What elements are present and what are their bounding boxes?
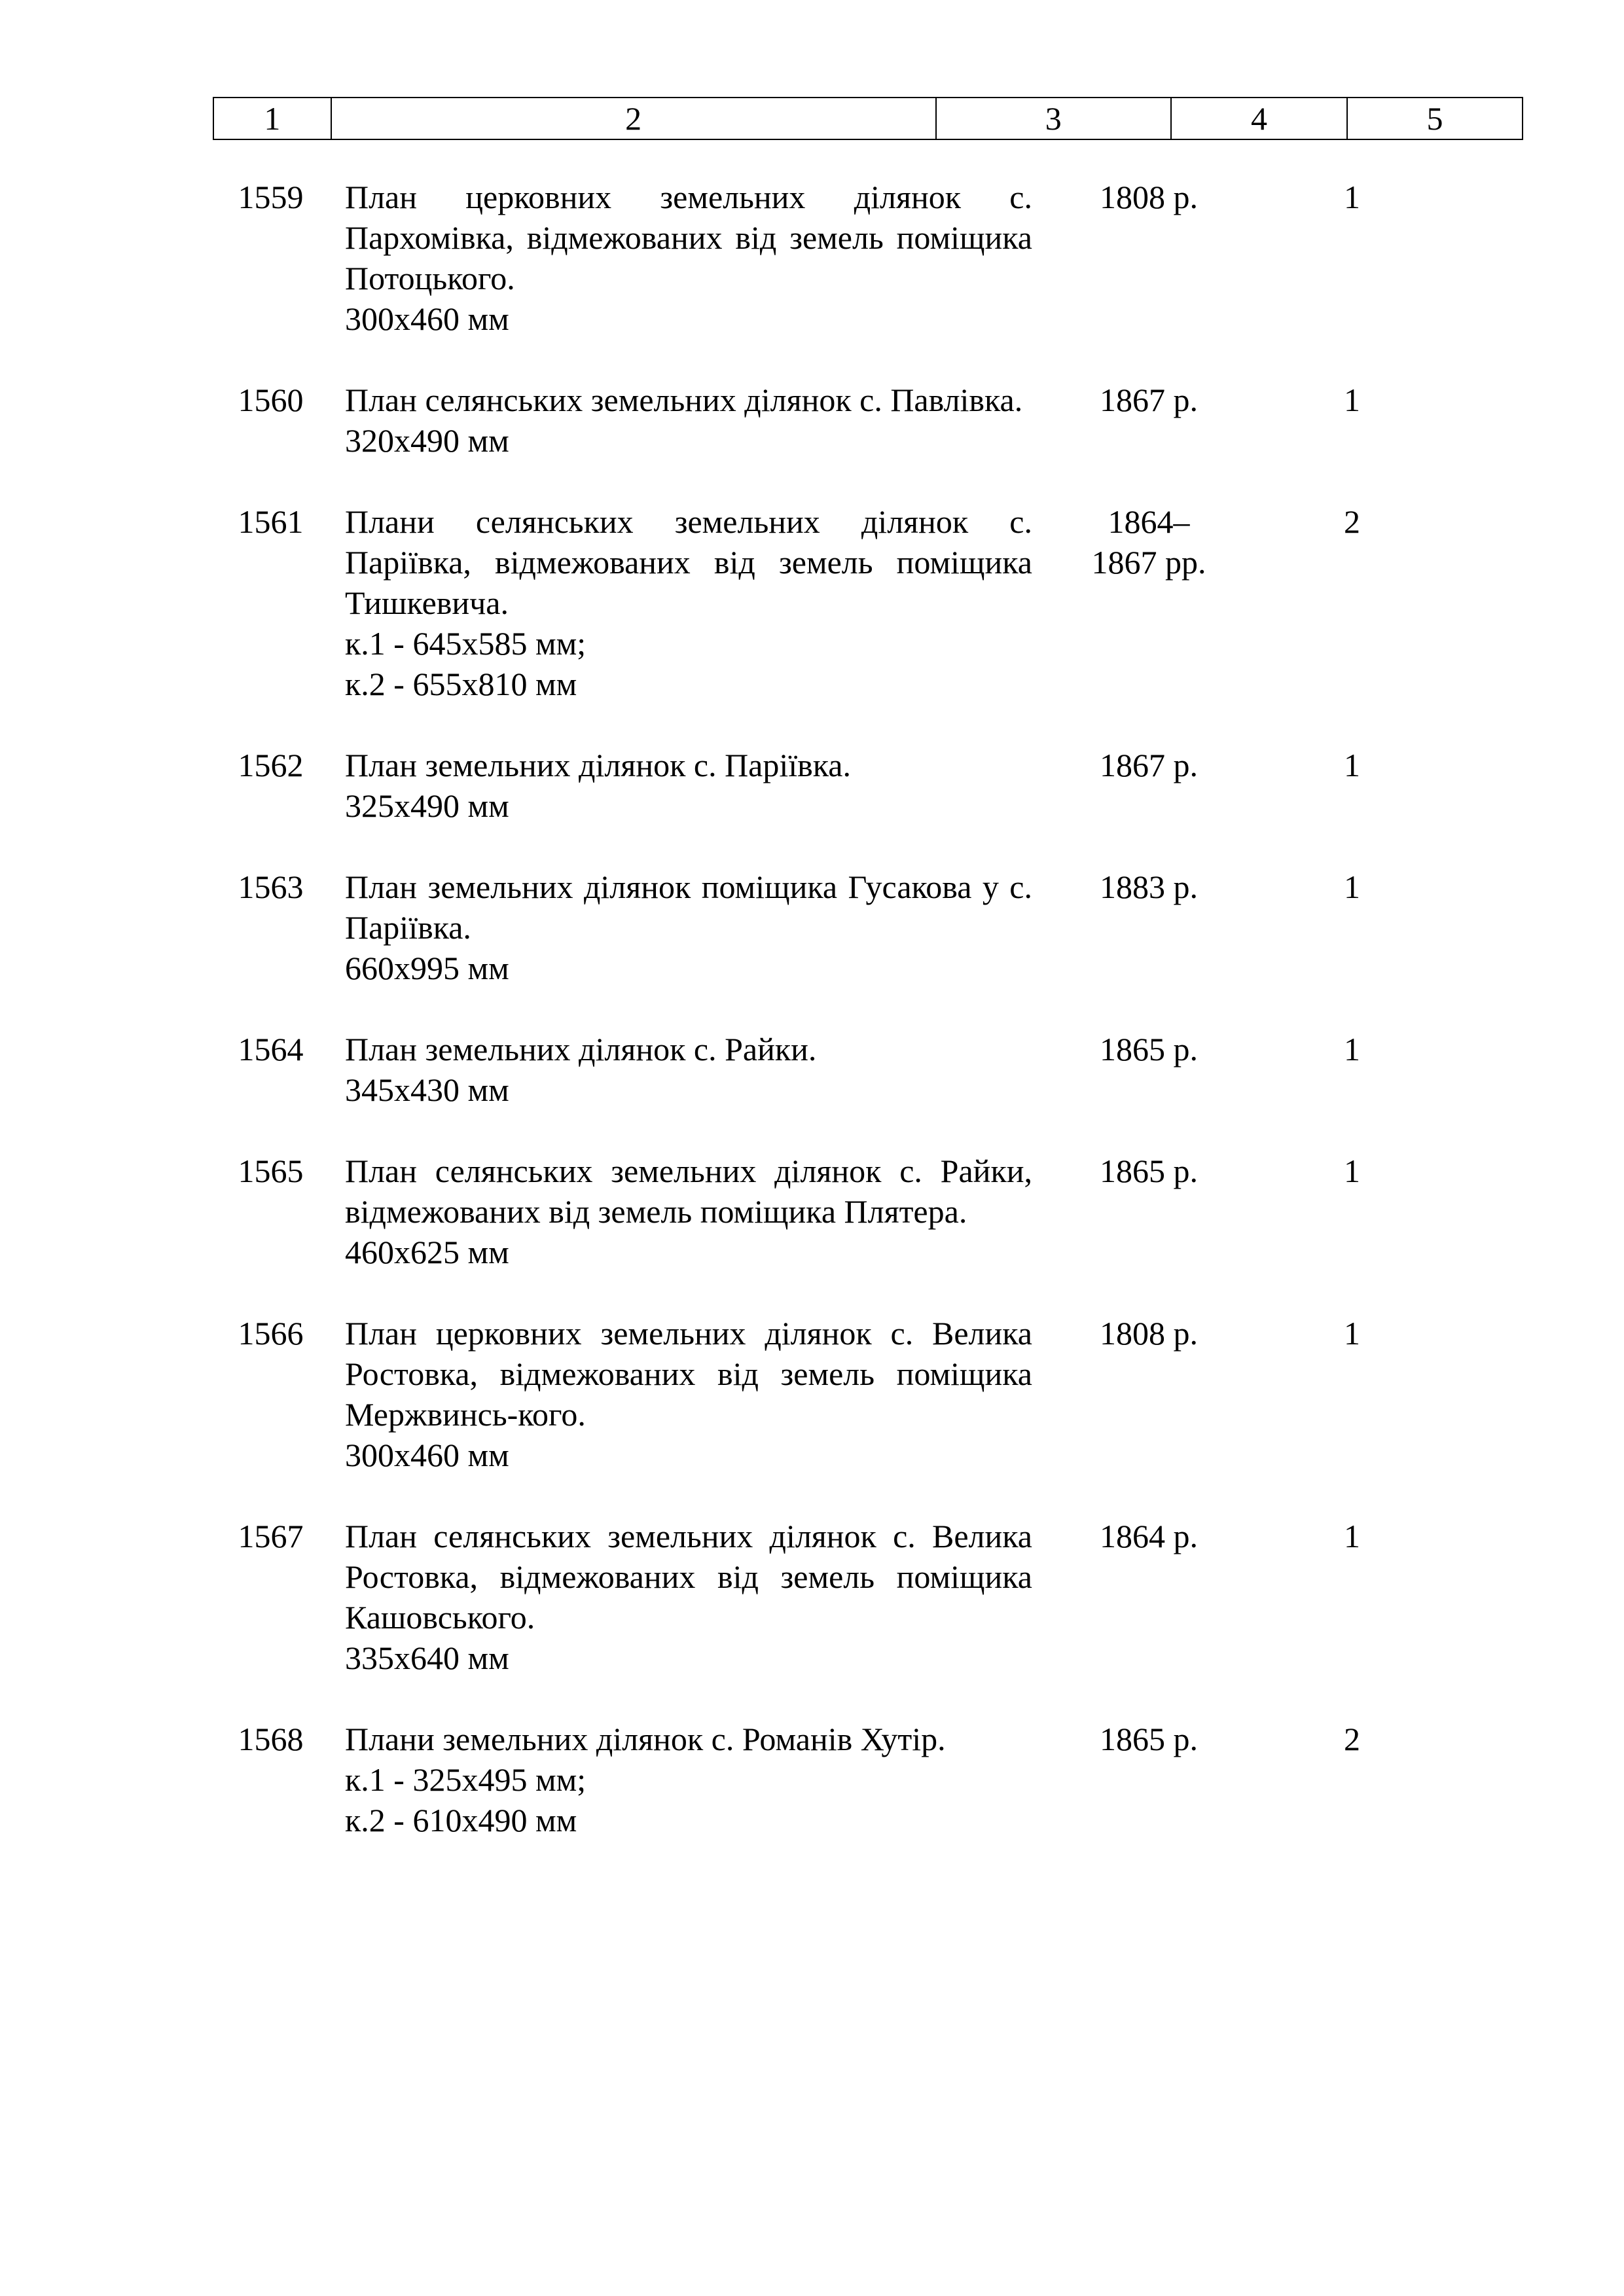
record-size: 325х490 мм (345, 787, 509, 824)
record-number: 1560 (238, 382, 304, 418)
record-description-cell (345, 745, 1032, 826)
record-number: 1566 (238, 1315, 304, 1352)
record-size: 460х625 мм (345, 1234, 509, 1270)
record-count: 1 (1344, 869, 1360, 905)
record-description: План церковних земельних ділянок с. Велика Ростовка, відмежованих від земель поміщика Мержвинсь-кого. (345, 1315, 1032, 1433)
record-note (1439, 380, 1523, 461)
record-size: 660х995 мм (345, 950, 509, 986)
column-header-table (213, 97, 1523, 140)
record-note (1439, 1516, 1523, 1678)
column-header-2: 2 (331, 98, 936, 139)
record-number: 1567 (238, 1518, 304, 1554)
record-number: 1561 (238, 503, 304, 540)
record-count: 1 (1344, 747, 1360, 783)
record-description: План земельних ділянок с. Райки. (345, 1031, 817, 1067)
record-description-cell (345, 1151, 1032, 1272)
record-size: 335х640 мм (345, 1640, 509, 1676)
record-date: 1865 р. (1100, 1153, 1198, 1189)
record-number: 1559 (238, 179, 304, 215)
record-size: 300х460 мм (345, 1437, 509, 1473)
record-row (213, 867, 1523, 988)
record-note (1439, 1313, 1523, 1475)
record-size: 320х490 мм (345, 422, 509, 459)
record-date: 1808 р. (1100, 179, 1198, 215)
record-description: План земельних ділянок с. Паріївка. (345, 747, 851, 783)
record-count: 1 (1344, 179, 1360, 215)
record-count: 2 (1344, 1721, 1360, 1757)
record-description-cell (345, 501, 1032, 704)
record-note (1439, 501, 1523, 704)
column-header-row (213, 98, 1523, 139)
record-description-cell (345, 1313, 1032, 1475)
record-count: 1 (1344, 1315, 1360, 1352)
record-size: 300х460 мм (345, 300, 509, 337)
record-date: 1864– 1867 рр. (1091, 503, 1206, 581)
record-row (213, 1516, 1523, 1678)
record-number: 1564 (238, 1031, 304, 1067)
record-row (213, 380, 1523, 461)
column-header-4: 4 (1171, 98, 1347, 139)
record-size: к.1 - 325х495 мм; к.2 - 610х490 мм (345, 1761, 586, 1839)
record-row (213, 1029, 1523, 1110)
record-date: 1808 р. (1100, 1315, 1198, 1352)
column-header-5: 5 (1347, 98, 1523, 139)
record-row (213, 177, 1523, 339)
record-count: 2 (1344, 503, 1360, 540)
record-date: 1883 р. (1100, 869, 1198, 905)
record-count: 1 (1344, 1153, 1360, 1189)
record-description: План селянських земельних ділянок с. Павлівка. (345, 382, 1023, 418)
record-note (1439, 745, 1523, 826)
record-description-cell (345, 867, 1032, 988)
record-number: 1563 (238, 869, 304, 905)
record-note (1439, 1151, 1523, 1272)
records-list (213, 177, 1523, 1881)
record-date: 1865 р. (1100, 1031, 1198, 1067)
record-row (213, 1313, 1523, 1475)
record-number: 1562 (238, 747, 304, 783)
record-description: План селянських земельних ділянок с. Райки, відмежованих від земель поміщика Плятера. (345, 1153, 1032, 1230)
record-description: План церковних земельних ділянок с. Пархомівка, відмежованих від земель поміщика Потоцького. (345, 179, 1032, 296)
record-description-cell (345, 1719, 1032, 1840)
record-count: 1 (1344, 382, 1360, 418)
record-date: 1867 р. (1100, 747, 1198, 783)
record-size: к.1 - 645х585 мм; к.2 - 655х810 мм (345, 625, 586, 702)
record-row (213, 1719, 1523, 1840)
record-row (213, 1151, 1523, 1272)
record-number: 1565 (238, 1153, 304, 1189)
record-description: План земельних ділянок поміщика Гусакова у с. Паріївка. (345, 869, 1032, 946)
record-description: Плани селянських земельних ділянок с. Паріївка, відмежованих від земель поміщика Тишкевича. (345, 503, 1032, 621)
record-row (213, 501, 1523, 704)
record-description-cell (345, 1029, 1032, 1110)
record-description-cell (345, 380, 1032, 461)
record-size: 345х430 мм (345, 1071, 509, 1108)
record-date: 1864 р. (1100, 1518, 1198, 1554)
record-description-cell (345, 1516, 1032, 1678)
record-description: Плани земельних ділянок с. Романів Хутір. (345, 1721, 946, 1757)
record-date: 1867 р. (1100, 382, 1198, 418)
record-date: 1865 р. (1100, 1721, 1198, 1757)
record-description: План селянських земельних ділянок с. Велика Ростовка, відмежованих від земель поміщика Кашовського. (345, 1518, 1032, 1636)
record-note (1439, 177, 1523, 339)
record-number: 1568 (238, 1721, 304, 1757)
record-description-cell (345, 177, 1032, 339)
record-note (1439, 1029, 1523, 1110)
record-row (213, 745, 1523, 826)
column-header-1: 1 (213, 98, 331, 139)
record-count: 1 (1344, 1031, 1360, 1067)
record-note (1439, 1719, 1523, 1840)
record-count: 1 (1344, 1518, 1360, 1554)
column-header-3: 3 (936, 98, 1171, 139)
record-note (1439, 867, 1523, 988)
